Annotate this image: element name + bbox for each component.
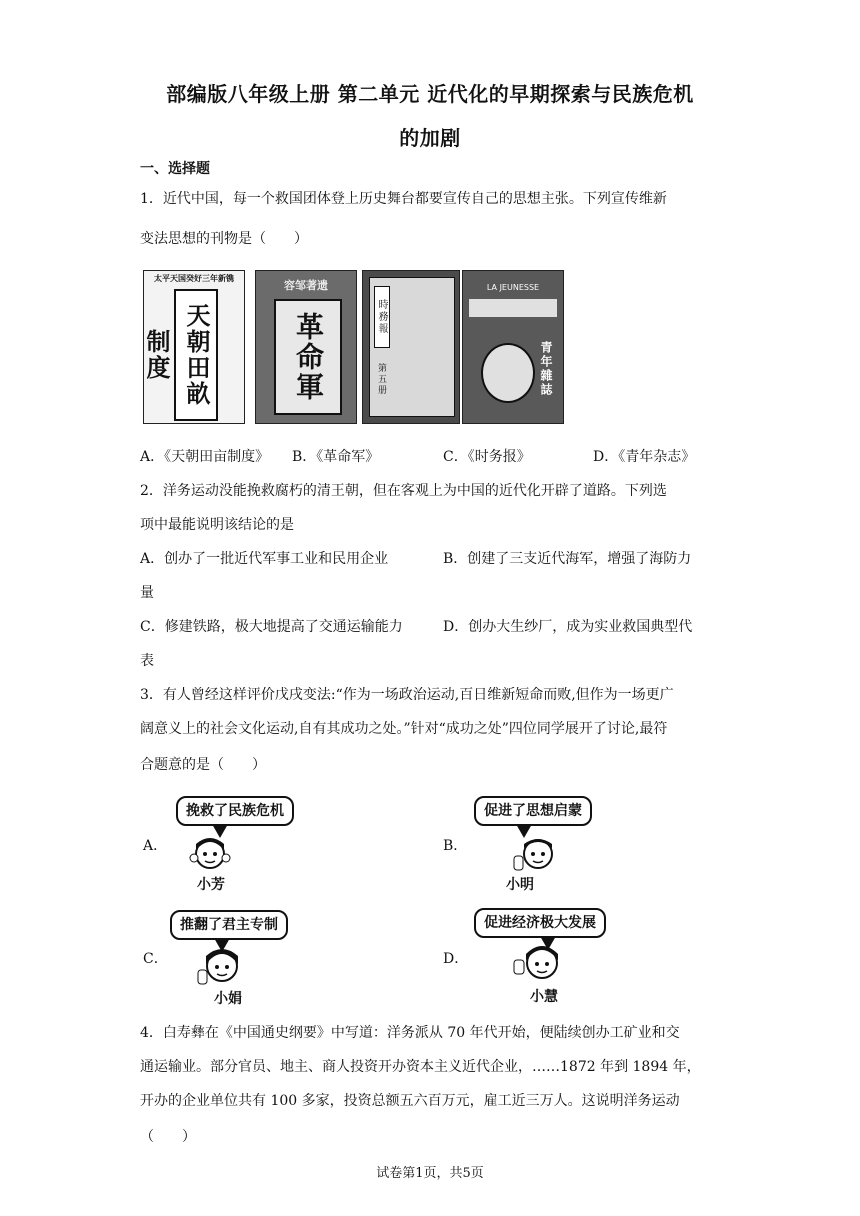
- q1-option-b: B．《革命军》: [292, 449, 380, 465]
- q3-option-a-name: 小芳: [197, 877, 225, 893]
- q1-image-tianchao-top-text: 太平天国癸好三年新镌: [154, 273, 234, 283]
- q1-image-qingnian: [462, 270, 564, 424]
- q1-image-tianchao-title: 天朝田畝制度: [174, 289, 218, 421]
- q3-stem-line3: 合题意的是（ ）: [140, 757, 266, 773]
- q1-image-tianchao: [143, 270, 245, 424]
- document-title-line2: 的加剧: [399, 126, 461, 150]
- q2-option-b-continued: 量: [140, 585, 154, 601]
- boy-icon: [510, 834, 558, 874]
- girl-icon: [186, 834, 234, 874]
- section-heading: 一、选择题: [140, 161, 210, 177]
- q1-image-shiwubao-cover: [369, 277, 455, 417]
- q1-image-qingnian-top-text: LA JEUNESSE: [486, 283, 540, 292]
- q2-option-a: A．创办了一批近代军事工业和民用企业: [140, 551, 389, 567]
- q3-option-a-speech-bubble: 挽救了民族危机: [176, 796, 294, 826]
- portrait-icon: [481, 343, 535, 403]
- q2-option-b: B．创建了三支近代海军，增强了海防力: [443, 551, 692, 567]
- q3-option-d-speech-bubble: 促进经济极大发展: [474, 908, 606, 938]
- q3-option-a-letter: A．: [143, 838, 168, 854]
- q4-stem-line3: 开办的企业单位共有 100 多家，投资总额五六百万元，雇工近三万人。这说明洋务运动: [140, 1093, 680, 1109]
- q2-option-c: C．修建铁路，极大地提高了交通运输能力: [140, 619, 403, 635]
- q3-option-c-letter: C．: [143, 951, 168, 967]
- q2-stem-line1: 2．洋务运动没能挽救腐朽的清王朝，但在客观上为中国的近代化开辟了道路。下列选: [140, 483, 667, 499]
- document-title-line1: 部编版八年级上册 第二单元 近代化的早期探索与民族危机: [166, 82, 694, 106]
- q1-image-shiwubao-label: 時務報: [374, 286, 390, 348]
- q3-stem-line2: 阔意义上的社会文化运动,自有其成功之处。”针对“成功之处”四位同学展开了讨论,最符: [140, 721, 668, 737]
- q3-option-d-name: 小慧: [530, 989, 558, 1005]
- q3-option-b-name: 小明: [506, 877, 534, 893]
- q3-option-c-speech-bubble: 推翻了君主专制: [170, 910, 288, 940]
- q4-stem-line2: 通运输业。部分官员、地主、商人投资开办资本主义近代企业，……1872 年到 1894 年，: [140, 1059, 701, 1075]
- q1-image-qingnian-side-text: 青年雜誌: [539, 341, 553, 397]
- q1-option-d: D．《青年杂志》: [593, 449, 696, 465]
- q2-option-d: D．创办大生纱厂，成为实业救国典型代: [443, 619, 693, 635]
- q4-stem-line4: （ ）: [140, 1129, 196, 1145]
- girl-icon: [196, 944, 246, 988]
- q1-image-gemingjun-title: 革命軍: [274, 299, 342, 415]
- q2-option-d-continued: 表: [140, 653, 154, 669]
- q1-stem-line1: 1．近代中国，每一个救国团体登上历史舞台都要宣传自己的思想主张。下列宣传维新: [140, 191, 667, 207]
- q1-option-a: A．《天朝田亩制度》: [140, 449, 270, 465]
- page-footer: 试卷第1页，共5页: [376, 1166, 484, 1181]
- q1-image-shiwubao-issue: 第五册: [376, 362, 386, 396]
- q1-image-gemingjun: [255, 270, 357, 424]
- q1-image-gemingjun-top-text: 容邹著遗: [284, 279, 328, 292]
- q2-stem-line2: 项中最能说明该结论的是: [140, 517, 294, 533]
- q1-option-c: C．《时务报》: [443, 449, 531, 465]
- q3-stem-line1: 3．有人曾经这样评价戊戌变法:“作为一场政治运动,百日维新短命而败,但作为一场更广: [140, 687, 674, 703]
- q3-option-b-letter: B．: [443, 838, 468, 854]
- girl-icon: [510, 942, 570, 984]
- q1-stem-line2: 变法思想的刊物是（ ）: [140, 231, 308, 247]
- q1-image-qingnian-banner: [469, 299, 557, 317]
- q1-image-shiwubao: [362, 270, 460, 424]
- q3-option-c-name: 小娟: [214, 991, 242, 1007]
- q3-option-d-letter: D．: [443, 951, 469, 967]
- q4-stem-line1: 4．白寿彝在《中国通史纲要》中写道：洋务派从 70 年代开始，便陆续创办工矿业和交: [140, 1025, 680, 1041]
- q3-option-b-speech-bubble: 促进了思想启蒙: [474, 796, 592, 826]
